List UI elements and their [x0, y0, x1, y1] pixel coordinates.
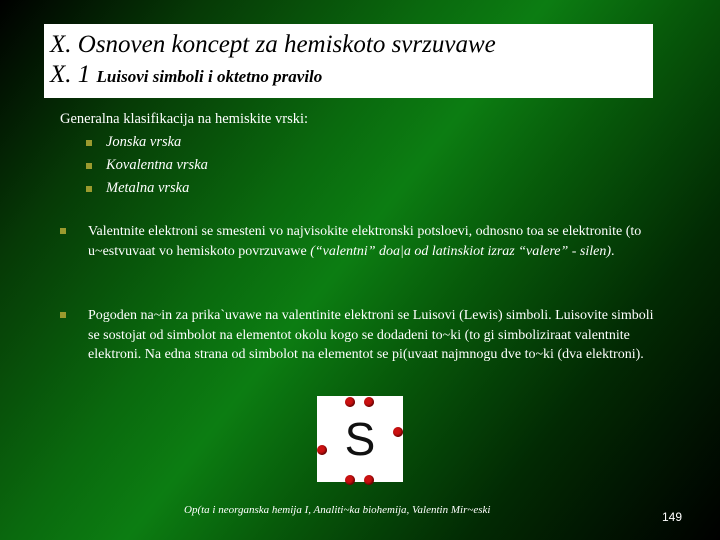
electron-dot-icon: [364, 397, 374, 407]
paragraph-end: .: [611, 243, 615, 259]
bullet-square-icon: [86, 163, 92, 169]
bullet-square-icon: [60, 228, 66, 234]
paragraph-text: [88, 222, 660, 261]
bullet-square-icon: [60, 312, 66, 318]
lewis-symbol-diagram: [317, 396, 403, 482]
subtitle-text: Luisovi simboli i oktetno pravilo: [96, 67, 323, 86]
classification-block: [60, 108, 308, 200]
paragraph-italic: (“valentni” doa|a od latinskiot izraz “valere” - silen): [310, 243, 612, 259]
page-number: 149: [662, 510, 683, 524]
title-box: [44, 24, 653, 98]
paragraph-text: Pogoden na~in za prika`uvawe na valentinite elektroni se Luisovi (Lewis) simboli. Luisovite simboli se sostojat od simbolot na elementot okolu kogo se dodadeni to~ki (to gi simboliziraat valentnite elektroni. Na edna strana od simbolot na elementot se pi(uvaat najmnogu dve to~ki (dva elektroni).: [88, 308, 654, 362]
footer-text: Op(ta i neorganska hemija I, Analiti~ka biohemija, Valentin Mir~eski: [184, 504, 491, 516]
electron-dot-icon: [364, 475, 374, 485]
list-item: [60, 177, 308, 200]
electron-dot-icon: [345, 397, 355, 407]
paragraph-body: Valentnite elektroni se smesteni vo najvisokite elektronski potsloevi, odnosno toa se elektronite (to u~estvuvaat vo hemiskoto povrzuvawe: [88, 224, 642, 259]
list-item: [60, 154, 308, 177]
valence-electrons-paragraph: [60, 222, 660, 261]
bullet-square-icon: [86, 140, 92, 146]
list-item-label: Kovalentna vrska: [106, 157, 208, 173]
lewis-symbols-paragraph: [60, 306, 660, 365]
list-item-label: Jonska vrska: [106, 134, 182, 150]
list-item: [60, 131, 308, 154]
slide-title: X. Osnoven koncept za hemiskoto svrzuvawe: [50, 31, 496, 58]
electron-dot-icon: [345, 475, 355, 485]
bullet-square-icon: [86, 186, 92, 192]
slide-subtitle: [50, 60, 653, 93]
electron-dot-icon: [317, 445, 327, 455]
element-symbol: S: [344, 413, 376, 465]
classification-heading: Generalna klasifikacija na hemiskite vrski:: [60, 111, 309, 127]
list-item-label: Metalna vrska: [106, 180, 190, 196]
electron-dot-icon: [393, 427, 403, 437]
subtitle-number: X. 1: [50, 61, 97, 88]
